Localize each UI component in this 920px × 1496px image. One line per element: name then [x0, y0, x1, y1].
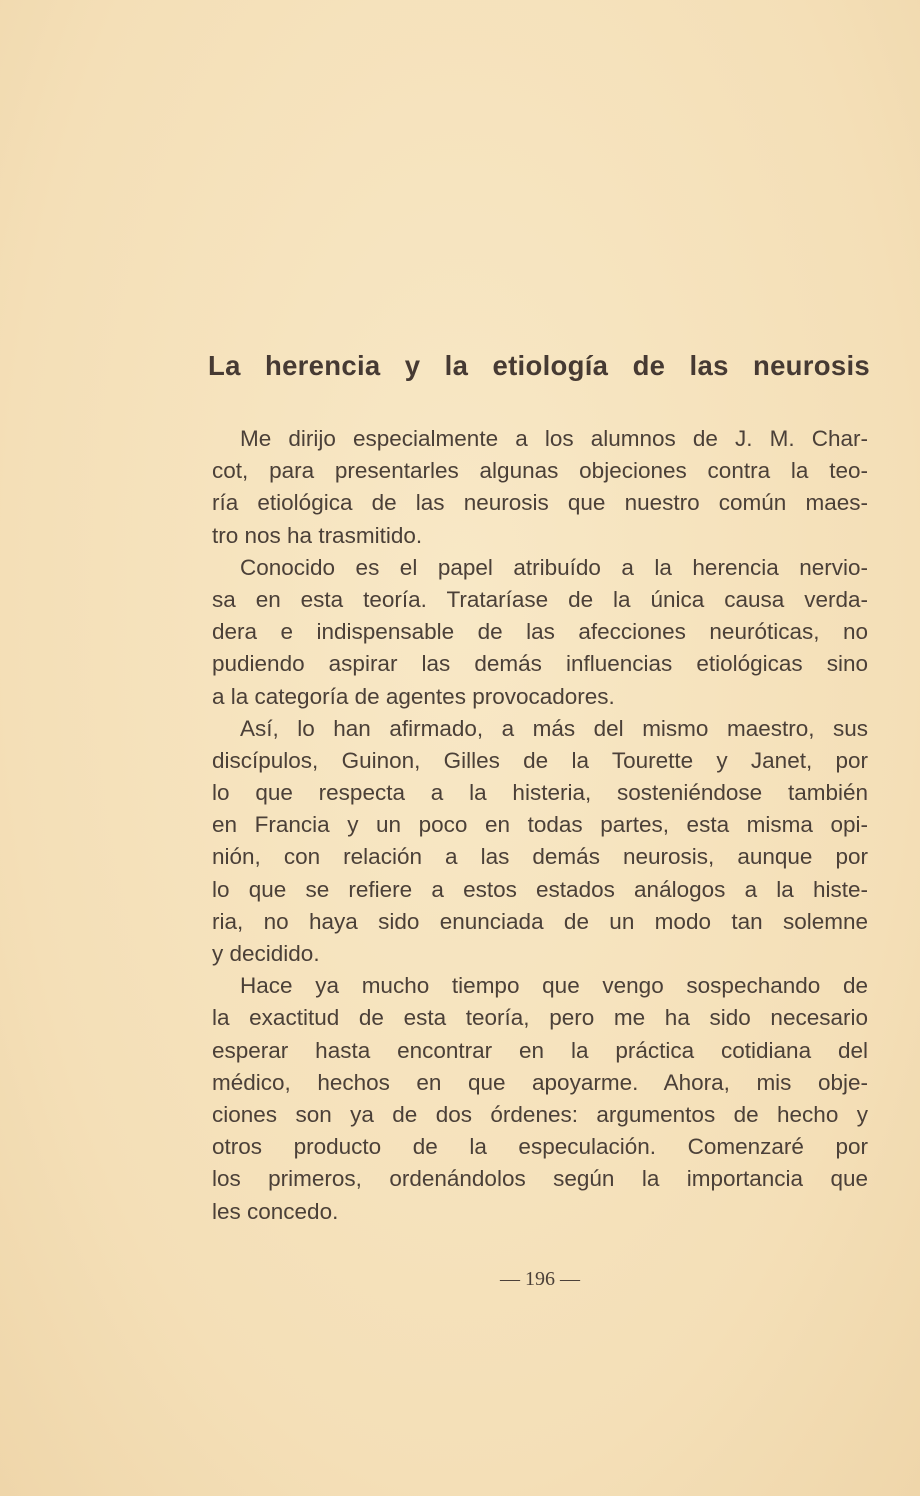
- text-line: dera e indispensable de las afecciones neuróticas, no: [212, 619, 868, 645]
- text-line: tro nos ha trasmitido.: [212, 522, 423, 548]
- text-line: médico, hechos en que apoyarme. Ahora, mis obje-: [212, 1069, 868, 1095]
- page-number: — 196 —: [500, 1268, 580, 1290]
- text-line: ciones son ya de dos órdenes: argumentos de hecho y: [212, 1101, 868, 1127]
- paragraph: [212, 552, 868, 713]
- text-line: sa en esta teoría. Trataríase de la única causa verda-: [212, 586, 868, 612]
- text-line: Así, lo han afirmado, a más del mismo maestro, sus: [240, 715, 868, 741]
- text-line: ría etiológica de las neurosis que nuestro común maes-: [212, 490, 868, 516]
- paragraph: [212, 713, 868, 971]
- text-line: lo que respecta a la histeria, sosteniéndose también: [212, 780, 868, 806]
- text-line: les concedo.: [212, 1198, 339, 1224]
- text-line: discípulos, Guinon, Gilles de la Tourette y Janet, por: [212, 747, 868, 773]
- text-line: otros producto de la especulación. Comenzaré por: [212, 1134, 868, 1160]
- text-line: en Francia y un poco en todas partes, esta misma opi-: [212, 812, 868, 838]
- text-line: nión, con relación a las demás neurosis, aunque por: [212, 844, 868, 870]
- text-line: ria, no haya sido enunciada de un modo tan solemne: [212, 908, 868, 934]
- text-line: Conocido es el papel atribuído a la herencia nervio-: [240, 554, 868, 580]
- paragraph: [212, 970, 868, 1228]
- text-line: la exactitud de esta teoría, pero me ha sido necesario: [212, 1005, 868, 1031]
- text-line: Hace ya mucho tiempo que vengo sospechando de: [240, 973, 868, 999]
- text-line: y decidido.: [212, 941, 320, 966]
- chapter-title: La herencia y la etiología de las neurosis: [208, 350, 870, 381]
- text-line: a la categoría de agentes provocadores.: [212, 683, 615, 709]
- text-line: esperar hasta encontrar en la práctica cotidiana del: [212, 1037, 868, 1063]
- body-text: [212, 423, 868, 1228]
- text-line: Me dirijo especialmente a los alumnos de J. M. Char-: [240, 426, 868, 451]
- paragraph: [212, 423, 868, 552]
- text-line: lo que se refiere a estos estados análogos a la histe-: [212, 876, 868, 902]
- text-line: cot, para presentarles algunas objeciones contra la teo-: [212, 458, 868, 484]
- text-line: los primeros, ordenándolos según la importancia que: [212, 1166, 868, 1192]
- text-line: pudiendo aspirar las demás influencias etiológicas sino: [212, 651, 868, 677]
